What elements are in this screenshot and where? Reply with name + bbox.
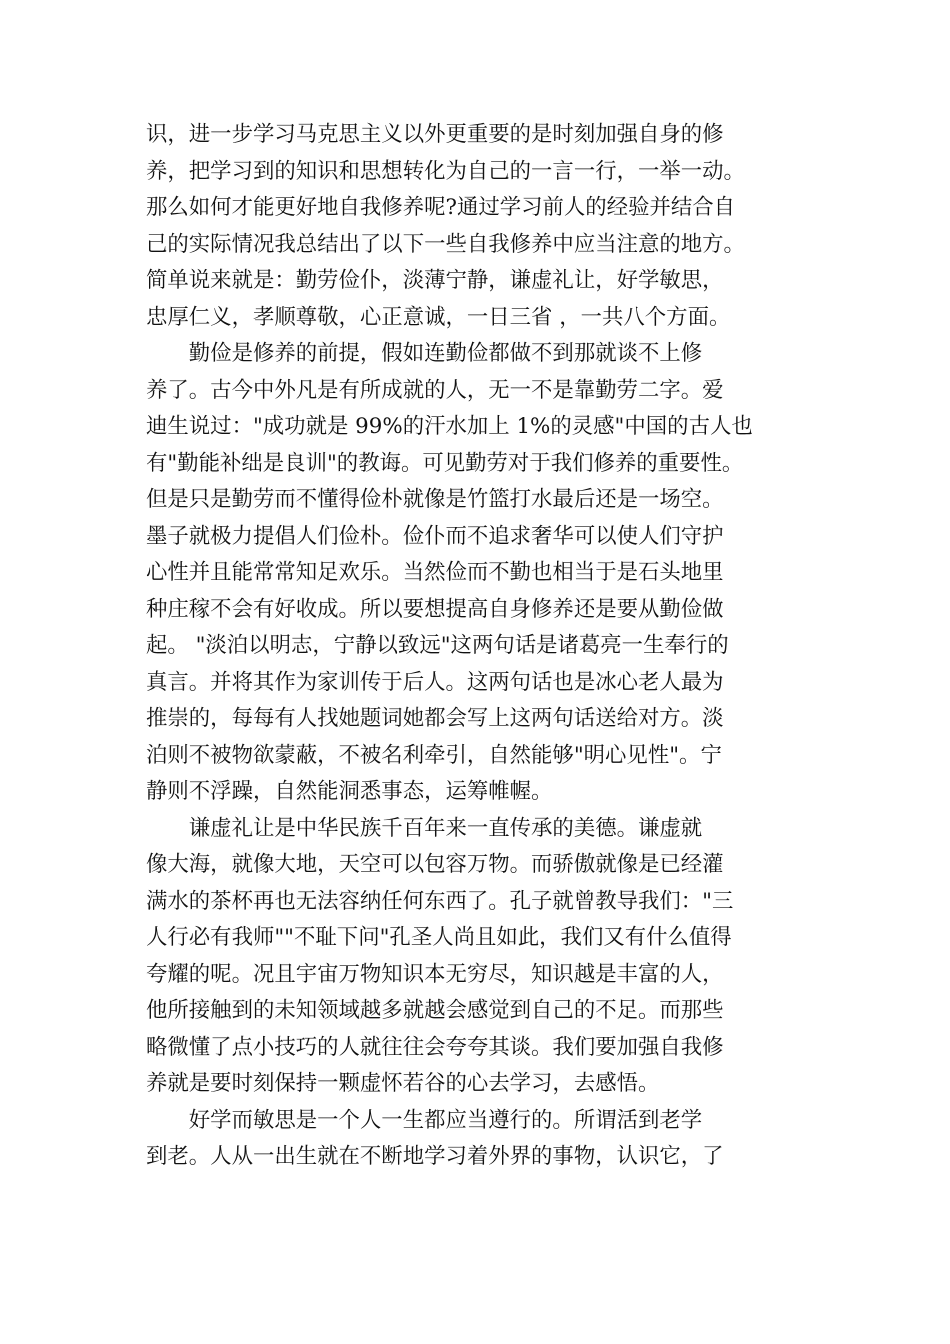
text-line: 种庄稼不会有好收成。所以要想提高自身修养还是要从勤俭做 — [146, 596, 724, 622]
text-line: 像大海，就像大地，天空可以包容万物。而骄傲就像是已经灌 — [146, 852, 724, 877]
text-line: 满水的茶杯再也无法容纳任何东西了。孔子就曾教导我们："三 — [146, 888, 734, 914]
text-line: 但是只是勤劳而不懂得俭朴就像是竹篮打水最后还是一场空。 — [146, 487, 724, 512]
text-line: 泊则不被物欲蒙蔽，不被名利牵引，自然能够"明心见性"。宁 — [146, 742, 722, 768]
text-line: 忠厚仁义，孝顺尊敬，心正意诚，一日三省 ，一共八个方面。 — [146, 304, 731, 330]
text-line: 养，把学习到的知识和思想转化为自己的一言一行，一举一动。 — [146, 158, 745, 184]
text-line: 到老。人从一出生就在不断地学习着外界的事物，认识它，了 — [146, 1144, 724, 1169]
text-line: 好学而敏思是一个人一生都应当遵行的。所谓活到老学 — [146, 1107, 703, 1133]
text-line: 己的实际情况我总结出了以下一些自我修养中应当注意的地方。 — [146, 231, 745, 257]
text-line: 养了。古今中外凡是有所成就的人，无一不是靠勤劳二字。爱 — [146, 377, 724, 403]
text-line: 识，进一步学习马克思主义以外更重要的是时刻加强自身的修 — [146, 122, 724, 147]
text-line: 简单说来就是：勤劳俭仆，淡薄宁静，谦虚礼让，好学敏思， — [146, 268, 724, 293]
paragraph-1 — [146, 117, 806, 336]
text-line: 静则不浮躁，自然能洞悉事态，运筹帷幄。 — [146, 779, 553, 804]
text-line: 夸耀的呢。况且宇宙万物知识本无穷尽，知识越是丰富的人， — [146, 961, 724, 987]
text-line: 起。 "淡泊以明志，宁静以致远"这两句话是诸葛亮一生奉行的 — [146, 633, 729, 658]
paragraph-3 — [146, 811, 806, 1103]
text-line: 推崇的，每每有人找她题词她都会写上这两句话送给对方。淡 — [146, 706, 724, 731]
text-line: 养就是要时刻保持一颗虚怀若谷的心去学习，去感悟。 — [146, 1071, 660, 1096]
text-line: 迪生说过："成功就是 99%的汗水加上 1%的灵感"中国的古人也 — [146, 414, 753, 439]
text-line: 墨子就极力提倡人们俭朴。俭仆而不追求奢华可以使人们守护 — [146, 523, 724, 549]
text-line: 有"勤能补绌是良训"的教诲。可见勤劳对于我们修养的重要性。 — [146, 450, 744, 476]
text-line: 那么如何才能更好地自我修养呢?通过学习前人的经验并结合自 — [146, 195, 736, 220]
paragraph-4 — [146, 1103, 806, 1176]
text-line: 他所接触到的未知领域越多就越会感觉到自己的不足。而那些 — [146, 998, 724, 1023]
text-line: 谦虚礼让是中华民族千百年来一直传承的美德。谦虚就 — [146, 815, 703, 841]
text-line: 心性并且能常常知足欢乐。当然俭而不勤也相当于是石头地里 — [146, 560, 724, 585]
text-line: 略微懂了点小技巧的人就往往会夸夸其谈。我们要加强自我修 — [146, 1034, 724, 1060]
text-line: 人行必有我师""不耻下问"孔圣人尚且如此，我们又有什么值得 — [146, 925, 732, 950]
text-line: 勤俭是修养的前提，假如连勤俭都做不到那就谈不上修 — [146, 341, 703, 366]
text-line: 真言。并将其作为家训传于后人。这两句话也是冰心老人最为 — [146, 669, 724, 695]
paragraph-2 — [146, 336, 806, 811]
document-page — [146, 117, 806, 1176]
